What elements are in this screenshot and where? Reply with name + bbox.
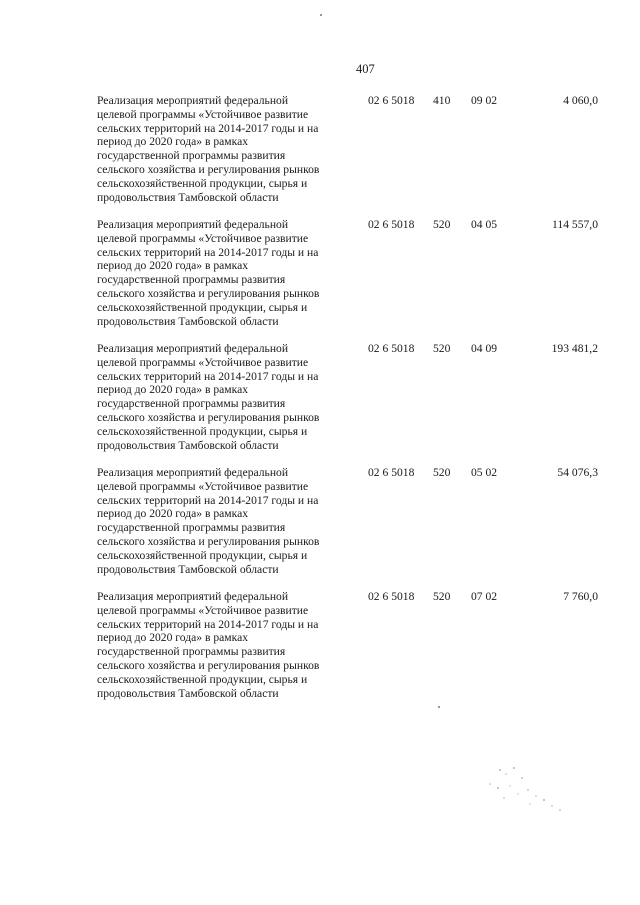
scan-speck <box>438 706 440 708</box>
table-row <box>0 218 640 342</box>
amount: 193 481,2 <box>551 342 598 355</box>
description-line: продовольствия Тамбовской области <box>97 438 279 452</box>
section-code: 07 02 <box>471 590 498 603</box>
description-line: сельского хозяйства и регулирования рынков <box>97 658 320 672</box>
description-line: сельских территорий на 2014-2017 годы и на <box>97 121 319 135</box>
section-code: 04 05 <box>471 218 498 231</box>
description-line: целевой программы «Устойчивое развитие <box>97 603 309 617</box>
description-line: государственной программы развития <box>97 521 286 535</box>
description-line: Реализация мероприятий федеральной <box>97 94 289 107</box>
expense-type: 520 <box>433 466 451 479</box>
description-line: период до 2020 года» в рамках <box>97 631 249 645</box>
description-line: сельского хозяйства и регулирования рынков <box>97 162 320 176</box>
expense-type: 520 <box>433 218 451 231</box>
target-code: 02 6 5018 <box>368 466 415 479</box>
description-line: сельских территорий на 2014-2017 годы и на <box>97 369 319 383</box>
description-line: период до 2020 года» в рамках <box>97 383 249 397</box>
page-number: 407 <box>356 62 375 76</box>
table-row <box>0 466 640 590</box>
table-row <box>0 94 640 218</box>
description-line: Реализация мероприятий федеральной <box>97 218 289 231</box>
description-line: продовольствия Тамбовской области <box>97 562 279 576</box>
description-line: сельскохозяйственной продукции, сырья и <box>97 424 308 438</box>
expense-type: 520 <box>433 590 451 603</box>
amount: 4 060,0 <box>563 94 598 107</box>
description-line: продовольствия Тамбовской области <box>97 190 279 204</box>
expense-type: 520 <box>433 342 451 355</box>
row-description <box>97 218 359 328</box>
table-row <box>0 342 640 466</box>
description-line: Реализация мероприятий федеральной <box>97 590 289 603</box>
description-line: целевой программы «Устойчивое развитие <box>97 479 309 493</box>
amount: 54 076,3 <box>557 466 598 479</box>
description-line: сельскохозяйственной продукции, сырья и <box>97 672 308 686</box>
section-code: 04 09 <box>471 342 498 355</box>
description-line: сельскохозяйственной продукции, сырья и <box>97 300 308 314</box>
description-line: период до 2020 года» в рамках <box>97 135 249 149</box>
description-line: сельскохозяйственной продукции, сырья и <box>97 548 308 562</box>
description-line: Реализация мероприятий федеральной <box>97 466 289 479</box>
section-code: 09 02 <box>471 94 498 107</box>
description-line: государственной программы развития <box>97 273 286 287</box>
description-line: сельских территорий на 2014-2017 годы и на <box>97 617 319 631</box>
target-code: 02 6 5018 <box>368 94 415 107</box>
row-description <box>97 590 359 700</box>
table-row <box>0 590 640 714</box>
description-line: сельскохозяйственной продукции, сырья и <box>97 176 308 190</box>
expense-type: 410 <box>433 94 451 107</box>
target-code: 02 6 5018 <box>368 218 415 231</box>
description-line: период до 2020 года» в рамках <box>97 507 249 521</box>
target-code: 02 6 5018 <box>368 590 415 603</box>
description-line: сельских территорий на 2014-2017 годы и на <box>97 493 319 507</box>
description-line: государственной программы развития <box>97 645 286 659</box>
section-code: 05 02 <box>471 466 498 479</box>
row-description <box>97 342 359 452</box>
description-line: период до 2020 года» в рамках <box>97 259 249 273</box>
amount: 7 760,0 <box>563 590 598 603</box>
budget-table <box>0 94 640 714</box>
description-line: продовольствия Тамбовской области <box>97 686 279 700</box>
description-line: государственной программы развития <box>97 397 286 411</box>
target-code: 02 6 5018 <box>368 342 415 355</box>
description-line: сельских территорий на 2014-2017 годы и на <box>97 245 319 259</box>
description-line: продовольствия Тамбовской области <box>97 314 279 328</box>
description-line: целевой программы «Устойчивое развитие <box>97 355 309 369</box>
description-line: целевой программы «Устойчивое развитие <box>97 231 309 245</box>
description-line: целевой программы «Устойчивое развитие <box>97 107 309 121</box>
description-line: сельского хозяйства и регулирования рынков <box>97 286 320 300</box>
faint-stamp-mark <box>470 760 570 820</box>
amount: 114 557,0 <box>552 218 598 231</box>
description-line: сельского хозяйства и регулирования рынков <box>97 534 320 548</box>
description-line: сельского хозяйства и регулирования рынков <box>97 410 320 424</box>
row-description <box>97 94 359 204</box>
description-line: государственной программы развития <box>97 149 286 163</box>
row-description <box>97 466 359 576</box>
description-line: Реализация мероприятий федеральной <box>97 342 289 355</box>
scan-speck <box>320 14 322 16</box>
